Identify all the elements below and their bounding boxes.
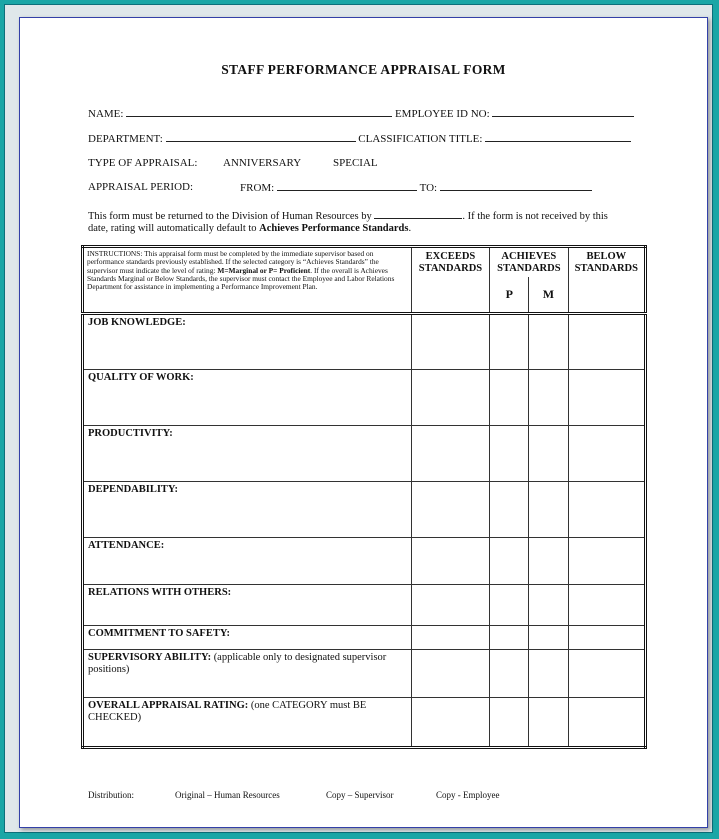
- from-field-line[interactable]: [277, 181, 417, 191]
- rating-cell-marginal[interactable]: [529, 370, 568, 426]
- rating-cell-proficient[interactable]: [490, 585, 529, 626]
- employee-id-field-line[interactable]: [492, 107, 634, 117]
- category-label: OVERALL APPRAISAL RATING:: [88, 700, 249, 711]
- distribution-original: Original – Human Resources: [175, 790, 280, 800]
- rating-cell-marginal[interactable]: [529, 585, 568, 626]
- instructions-bold-text: M=Marginal or P= Proficient: [217, 265, 311, 275]
- table-header-row: [83, 247, 646, 278]
- table-row: [83, 370, 646, 426]
- rating-cell-marginal[interactable]: [529, 538, 568, 585]
- category-quality-of-work: [83, 370, 412, 426]
- category-label: ATTENDANCE:: [88, 540, 165, 551]
- rating-cell-exceeds[interactable]: [411, 314, 489, 370]
- rating-cell-exceeds[interactable]: [411, 426, 489, 482]
- table-row: [83, 650, 646, 698]
- form-title: STAFF PERFORMANCE APPRAISAL FORM: [221, 62, 506, 77]
- table-row: [83, 314, 646, 370]
- rating-cell-below[interactable]: [568, 650, 645, 698]
- rating-cell-proficient[interactable]: [490, 698, 529, 748]
- distribution-copy-supervisor: Copy – Supervisor: [326, 790, 394, 800]
- rating-cell-exceeds[interactable]: [411, 585, 489, 626]
- rating-cell-proficient[interactable]: [490, 626, 529, 650]
- rating-table: [81, 245, 647, 749]
- category-dependability: [83, 482, 412, 538]
- rating-cell-proficient[interactable]: [490, 650, 529, 698]
- rating-cell-below[interactable]: [568, 426, 645, 482]
- classification-field-line[interactable]: [485, 132, 631, 142]
- employee-id-label: EMPLOYEE ID NO:: [394, 108, 490, 120]
- category-label: PRODUCTIVITY:: [88, 428, 173, 439]
- rating-cell-exceeds[interactable]: [411, 650, 489, 698]
- department-label: DEPARTMENT:: [88, 133, 163, 145]
- rating-cell-exceeds[interactable]: [411, 538, 489, 585]
- document-page: [19, 17, 708, 828]
- period-row: [240, 181, 592, 194]
- rating-cell-exceeds[interactable]: [411, 626, 489, 650]
- name-label: NAME:: [88, 108, 124, 120]
- category-commitment-to-safety: [83, 626, 412, 650]
- rating-cell-below[interactable]: [568, 314, 645, 370]
- period-label: APPRAISAL PERIOD:: [88, 181, 194, 193]
- category-job-knowledge: [83, 314, 412, 370]
- rating-cell-marginal[interactable]: [529, 426, 568, 482]
- rating-cell-below[interactable]: [568, 698, 645, 748]
- to-label: TO:: [419, 182, 438, 194]
- rating-cell-marginal[interactable]: [529, 314, 568, 370]
- rating-cell-marginal[interactable]: [529, 650, 568, 698]
- category-label: COMMITMENT TO SAFETY:: [88, 628, 230, 639]
- department-row: [88, 132, 631, 145]
- instructions-text-1: INSTRUCTIONS: This appraisal form must be completed by the immediate supervisor based on performance standards previously established. If the selected category is “Achieves Standards” the supervisor must indicate the level of rating:: [87, 249, 379, 275]
- notice-text-2: . If the form is not received by this date, rating will automatically default to: [88, 211, 608, 234]
- category-label: DEPENDABILITY:: [88, 484, 179, 495]
- rating-cell-proficient[interactable]: [490, 370, 529, 426]
- rating-cell-marginal[interactable]: [529, 698, 568, 748]
- category-label: SUPERVISORY ABILITY:: [88, 652, 212, 663]
- table-row: [83, 626, 646, 650]
- distribution-copy-employee: Copy - Employee: [436, 790, 500, 800]
- rating-cell-below[interactable]: [568, 538, 645, 585]
- sub-col-proficient: P: [490, 277, 529, 314]
- to-field-line[interactable]: [440, 181, 592, 191]
- distribution-label: Distribution:: [88, 790, 135, 800]
- name-field-line[interactable]: [126, 107, 392, 117]
- category-productivity: [83, 426, 412, 482]
- category-note: (one CATEGORY must BE CHECKED): [88, 700, 367, 723]
- instructions-text-2: . If the overall is Achieves Standards Marginal or Below Standards, the supervisor must contact the Employee and Labor Relations Department for assistance in implementing a Performance Improvement Plan.: [87, 265, 395, 292]
- return-date-field-line[interactable]: [374, 210, 462, 219]
- sub-col-marginal: M: [529, 277, 568, 314]
- rating-cell-proficient[interactable]: [490, 482, 529, 538]
- rating-cell-marginal[interactable]: [529, 626, 568, 650]
- table-row: [83, 426, 646, 482]
- rating-cell-proficient[interactable]: [490, 426, 529, 482]
- type-option-special[interactable]: SPECIAL: [333, 157, 378, 169]
- rating-cell-below[interactable]: [568, 482, 645, 538]
- return-notice: [88, 210, 628, 235]
- classification-label: CLASSIFICATION TITLE:: [358, 133, 483, 145]
- table-row: [83, 538, 646, 585]
- table-row: [83, 698, 646, 748]
- table-row: [83, 585, 646, 626]
- col-achieves-standards: ACHIEVES STANDARDS: [490, 247, 568, 278]
- rating-cell-below[interactable]: [568, 370, 645, 426]
- rating-cell-exceeds[interactable]: [411, 370, 489, 426]
- category-label: RELATIONS WITH OTHERS:: [88, 587, 232, 598]
- rating-cell-below[interactable]: [568, 626, 645, 650]
- rating-cell-below[interactable]: [568, 585, 645, 626]
- rating-cell-proficient[interactable]: [490, 538, 529, 585]
- category-supervisory-ability: [83, 650, 412, 698]
- table-row: [83, 482, 646, 538]
- category-note: (applicable only to designated supervisor positions): [88, 652, 387, 675]
- type-option-anniversary[interactable]: ANNIVERSARY: [223, 157, 302, 169]
- department-field-line[interactable]: [166, 132, 356, 142]
- category-label: JOB KNOWLEDGE:: [88, 317, 186, 328]
- category-label: QUALITY OF WORK:: [88, 372, 194, 383]
- instructions-cell: [83, 247, 412, 314]
- category-relations-with-others: [83, 585, 412, 626]
- rating-cell-proficient[interactable]: [490, 314, 529, 370]
- notice-text-end: .: [408, 223, 412, 234]
- notice-text-1: This form must be returned to the Division of Human Resources by: [88, 211, 372, 222]
- from-label: FROM:: [240, 182, 275, 194]
- category-attendance: [83, 538, 412, 585]
- notice-bold-text: Achieves Performance Standards: [259, 223, 409, 234]
- category-overall-rating: [83, 698, 412, 748]
- col-exceeds-standards: EXCEEDS STANDARDS: [411, 247, 489, 314]
- col-below-standards: BELOW STANDARDS: [568, 247, 645, 314]
- rating-cell-exceeds[interactable]: [411, 698, 489, 748]
- rating-cell-exceeds[interactable]: [411, 482, 489, 538]
- type-label: TYPE OF APPRAISAL:: [88, 157, 198, 169]
- name-row: [88, 107, 634, 120]
- viewer-frame: [4, 4, 713, 833]
- rating-cell-marginal[interactable]: [529, 482, 568, 538]
